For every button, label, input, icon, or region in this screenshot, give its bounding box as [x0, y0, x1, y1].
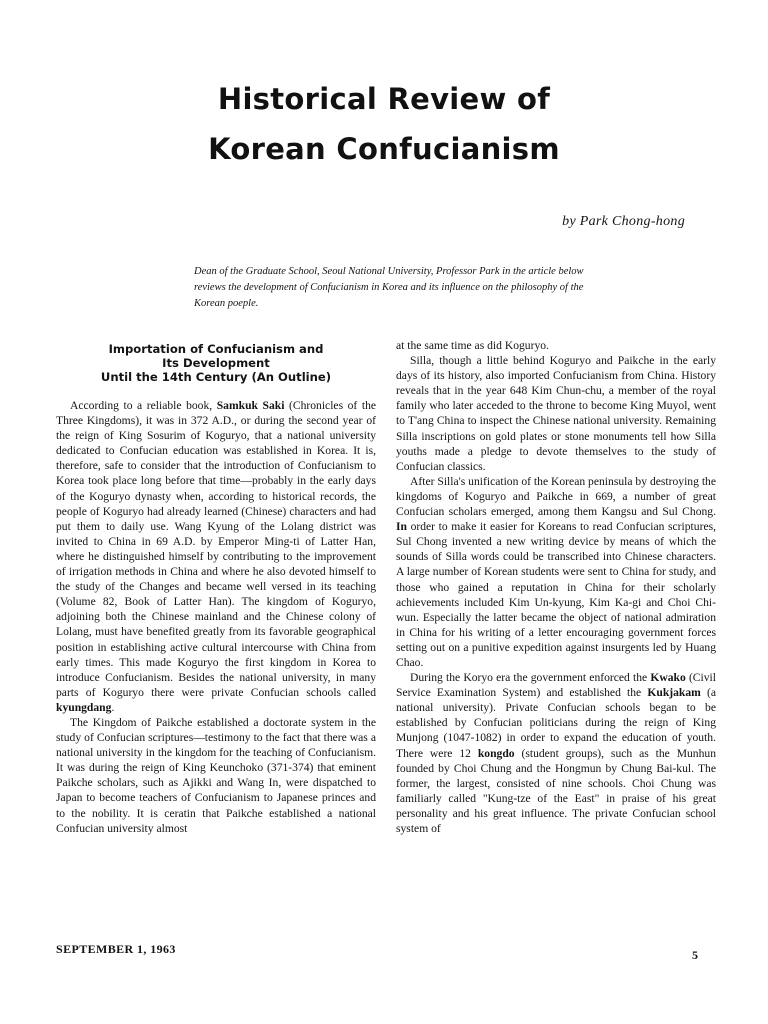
body-text: (a national university). Private Confucian schools began to be established by Confucian politicians during the reign of King Munjong (1047-1082) in order to expand the education of youth. There were 12	[396, 686, 716, 760]
body-text: (Chronicles of the Three Kingdoms), it was in 372 A.D., or during the second year of the reign of King Sosurim of Koguryo, that a national university dedicated to Confucian education was established in Korea. It is, therefore, safe to consider that the introduction of Confucianism to Korea took place long before that time—probably in the early days of the Koguryo dynasty when, according to historical records, the people of Koguryo had already learned (Chinese) characters and had put them to daily use. Wang Kyung of the Lolang district was invited to China in 69 A.D. by Emperor Ming-ti of Latter Han, where he distinguished himself by contributing to the improvement of irrigation methods in China and where he also devoted himself to the study of the Changes and became well versed in its teaching (Volume 82, Book of Latter Han). The kingdom of Koguryo, adjoining both the Chinese mainland and the Chinese colony of Lolang, must have benefited greatly from its favorable geographical position in establishing active cultural intercourse with China from early times. This made Koguryo the first kingdom in Korea to introduce Confucianism. Besides the national university, in many parts of Koguryo there were private Confucian schools called	[56, 399, 376, 699]
bold-term: kongdo	[477, 746, 515, 760]
page-number: 5	[692, 948, 698, 962]
body-paragraph	[396, 670, 716, 836]
bold-term: kyungdang	[56, 700, 112, 714]
body-text: (student groups), such as the Munhun founded by Choi Chung and the Hongmun by Chung Bai-kul. The former, the largest, consisted of nine schools. Choi Chung was familiarly called "Kung-tze of the East" in praise of his great personality and his great influence. The private Confucian school system of	[396, 746, 716, 835]
body-text: order to make it easier for Koreans to read Confucian scriptures, Sul Chong invented a new writing device by means of which the sounds of Silla words could be transcribed into Chinese characters. A large number of Korean students were sent to China for study, and those who gained a reputation in China for their scholarly achievements included Kim Un-kyung, Kim Ka-gi and Choi Chi-wun. Especially the latter became the object of national admiration in China for his writing of a letter encouraging government forces setting out on a punitive expedition against insurgents led by Huang Chao.	[396, 520, 716, 669]
section-heading-line-2: Its Development	[162, 356, 270, 370]
article-title-line-1: Historical Review of	[217, 82, 551, 116]
section-heading-line-3: Until the 14th Century (An Outline)	[100, 370, 332, 384]
body-paragraph: The Kingdom of Paikche established a doctorate system in the study of Confucian scriptures—testimony to the fact that there was a national university in the kingdom for the teaching of Confucianism. It was during the reign of King Keunchoko (371-374) that eminent Paikche scholars, such as Ajikki and Wang In, were dispatched to Japan to become teachers of Confucianism to Japanese princes and to the nobility. It is ceratin that Paikche established a national Confucian university almost	[56, 715, 376, 835]
body-paragraph: Silla, though a little behind Koguryo and Paikche in the early days of its history, also imported Confucianism from China. History reveals that in the year 648 Kim Chun-chu, a member of the royal family who later acceded to the throne to become King Muyol, went to T'ang China to inspect the Chinese national university. Remaining Silla inscriptions on gold plates or stone monuments tell how Silla youths made a pledge to devote themselves to the study of Confucian classics.	[396, 354, 716, 473]
issue-date: SEPTEMBER 1, 1963	[56, 942, 176, 956]
article-title-line-2: Korean Confucianism	[208, 132, 560, 166]
section-heading-line-1: Importation of Confucianism and	[108, 342, 324, 356]
book-title-term: Samkuk Saki	[216, 399, 285, 412]
bold-term: Kwako	[650, 671, 686, 685]
author-byline: by Park Chong-hong	[562, 214, 685, 229]
body-text: After Silla's unification of the Korean peninsula by destroying the kingdoms of Koguryo and Paikche in 669, a number of great Confucian scholars emerged, among them Kangsu and Sul Chong.	[396, 474, 716, 519]
section-heading	[56, 342, 376, 384]
body-text: According to a reliable book,	[70, 399, 217, 412]
body-paragraph: at the same time as did Koguryo.	[396, 339, 549, 352]
body-paragraph	[396, 474, 716, 670]
bold-term: Kukjakam	[647, 686, 701, 700]
body-text: .	[111, 700, 115, 714]
body-paragraph	[56, 398, 376, 715]
article-intro: Dean of the Graduate School, Seoul National University, Professor Park in the article below reviews the development of Confucianism in Korea and its influence on the philosophy of the Korean poeple.	[194, 266, 584, 309]
bold-term: In	[396, 520, 407, 534]
body-text: During the Koryo era the government enforced the	[410, 671, 651, 685]
body-text: (Civil Service Examination System) and established the	[396, 671, 716, 700]
text-column-left	[56, 338, 376, 943]
text-column-right	[396, 338, 716, 943]
